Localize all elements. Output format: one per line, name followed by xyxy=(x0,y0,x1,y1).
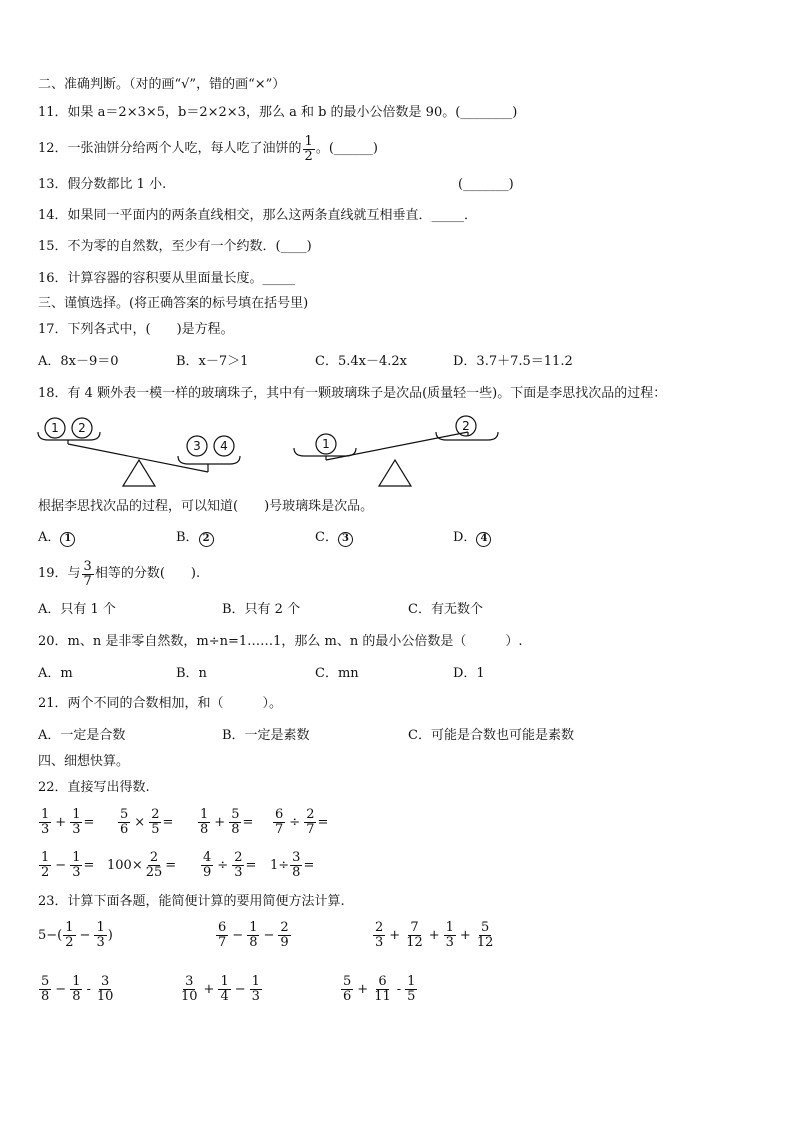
calc-expression: 1÷ $\frac{3}{8}$ = xyxy=(270,850,315,880)
question-12-blank: 。(______) xyxy=(315,141,378,156)
section-2-title: 二、准确判断。（对的画“√”，错的画“×”） xyxy=(38,77,286,92)
question-22: 22．直接写出得数. xyxy=(38,780,150,795)
circled-3-icon: 3 xyxy=(338,532,353,547)
question-20: 20．m、n 是非零自然数，m÷n=1……1，那么 m、n 的最小公倍数是（ ）. xyxy=(38,634,523,649)
right-pan xyxy=(178,456,240,464)
question-23: 23．计算下面各题，能简便计算的要用简便方法计算. xyxy=(38,894,345,909)
right-beam xyxy=(326,432,468,460)
question-17: 17．下列各式中，( )是方程。 xyxy=(38,322,234,337)
question-21: 21．两个不同的合数相加，和（ ）。 xyxy=(38,696,283,711)
ball-label-3: 3 xyxy=(193,439,201,453)
left-balance xyxy=(38,418,240,486)
q18-option-d[interactable]: D． 4 xyxy=(453,529,491,547)
calc-expression: $\frac{2}{3}$ + $\frac{7}{12}$ + $\frac{1}{3}$ + $\frac{5}{12}$ xyxy=(375,920,494,950)
question-14: 14．如果同一平面内的两条直线相交，那么这两条直线就互相垂直．_____． xyxy=(38,208,478,223)
fraction-three-sevenths: $\frac{3}{7}$ xyxy=(83,558,92,589)
fulcrum-2 xyxy=(379,460,411,486)
q20-option-d[interactable]: D．1 xyxy=(453,666,485,681)
calc-expression: $\frac{5}{6}$ + $\frac{6}{11}$ - $\frac{1}{5}$ xyxy=(343,974,416,1004)
q21-option-a[interactable]: A．一定是合数 xyxy=(38,728,126,743)
calc-expression: $\frac{6}{7}$ − $\frac{1}{8}$ − $\frac{2}{9}$ xyxy=(218,920,289,950)
q20-option-a[interactable]: A．m xyxy=(38,666,73,681)
calc-expression: $\frac{1}{2}$ − $\frac{1}{3}$ = xyxy=(41,850,95,880)
ball-label-1: 1 xyxy=(51,421,59,435)
question-13-blank: (_______) xyxy=(458,177,514,192)
q19-option-c[interactable]: C．有无数个 xyxy=(408,602,483,617)
q18-option-a[interactable]: A． 1 xyxy=(38,529,75,547)
ball-label-2b: 2 xyxy=(462,419,470,433)
circled-2-icon: 2 xyxy=(199,532,214,547)
q17-option-b[interactable]: B．x－7＞1 xyxy=(176,354,249,369)
q21-option-b[interactable]: B．一定是素数 xyxy=(222,728,310,743)
q19-option-a[interactable]: A．只有 1 个 xyxy=(38,602,116,617)
question-12 xyxy=(38,130,378,168)
q18-option-c[interactable]: C． 3 xyxy=(315,529,353,547)
q17-option-d[interactable]: D．3.7＋7.5＝11.2 xyxy=(453,354,573,369)
circled-4-icon: 4 xyxy=(476,532,491,547)
fraction-one-half: $\frac{1}{2}$ xyxy=(304,133,313,164)
q19-option-b[interactable]: B．只有 2 个 xyxy=(222,602,301,617)
q17-option-c[interactable]: C．5.4x－4.2x xyxy=(315,354,407,369)
calc-expression: $\frac{5}{6}$ × $\frac{2}{5}$ = xyxy=(120,807,174,837)
q20-option-c[interactable]: C．mn xyxy=(315,666,359,681)
calc-expression: 5−( $\frac{1}{2}$ − $\frac{1}{3}$ ) xyxy=(38,920,113,950)
calc-expression: $\frac{4}{9}$ ÷ $\frac{2}{3}$ = xyxy=(203,850,257,880)
question-13: 13．假分数都比 1 小. xyxy=(38,177,167,192)
calc-expression: $\frac{3}{10}$ + $\frac{1}{4}$ − $\frac{1}{3}$ xyxy=(181,974,260,1004)
question-18: 18．有 4 颗外表一模一样的玻璃珠子，其中有一颗玻璃珠子是次品(质量轻一些)。下面是李思找次品的过程： xyxy=(38,386,667,401)
ball-label-2: 2 xyxy=(78,421,86,435)
q21-option-c[interactable]: C．可能是合数也可能是素数 xyxy=(408,728,574,743)
q18-option-b[interactable]: B． 2 xyxy=(176,529,214,547)
calc-expression: $\frac{1}{3}$ + $\frac{1}{3}$ = xyxy=(41,807,95,837)
q20-option-b[interactable]: B．n xyxy=(176,666,207,681)
calc-expression: $\frac{6}{7}$ ÷ $\frac{2}{7}$ = xyxy=(275,807,329,837)
fulcrum xyxy=(123,460,155,486)
question-19: 19．与 $\frac{3}{7}$ 相等的分数( ). xyxy=(38,558,201,589)
ball-label-4: 4 xyxy=(220,439,228,453)
section-4-title: 四、细想快算。 xyxy=(38,754,130,769)
calc-expression: 100× $\frac{2}{25}$ = xyxy=(107,850,177,880)
question-11: 11．如果 a＝2×3×5，b＝2×2×3，那么 a 和 b 的最小公倍数是 90。(________) xyxy=(38,105,518,120)
question-18-followup: 根据李思找次品的过程，可以知道( )号玻璃珠是次品。 xyxy=(38,499,374,514)
calc-expression: $\frac{1}{8}$ + $\frac{5}{8}$ = xyxy=(200,807,254,837)
balance-scales-diagram xyxy=(36,410,506,492)
question-16: 16．计算容器的容积要从里面量长度。_____ xyxy=(38,271,296,286)
section-3-title: 三、谨慎选择。(将正确答案的标号填在括号里) xyxy=(38,296,309,311)
calc-expression: $\frac{5}{8}$ − $\frac{1}{8}$ - $\frac{3}{10}$ xyxy=(41,974,114,1004)
ball-label-1b: 1 xyxy=(322,437,330,451)
q17-option-a[interactable]: A．8x－9＝0 xyxy=(38,354,119,369)
question-12-text: 12．一张油饼分给两个人吃，每人吃了油饼的 xyxy=(38,141,302,156)
circled-1-icon: 1 xyxy=(60,532,75,547)
question-15: 15．不为零的自然数，至少有一个约数．(____) xyxy=(38,239,312,254)
